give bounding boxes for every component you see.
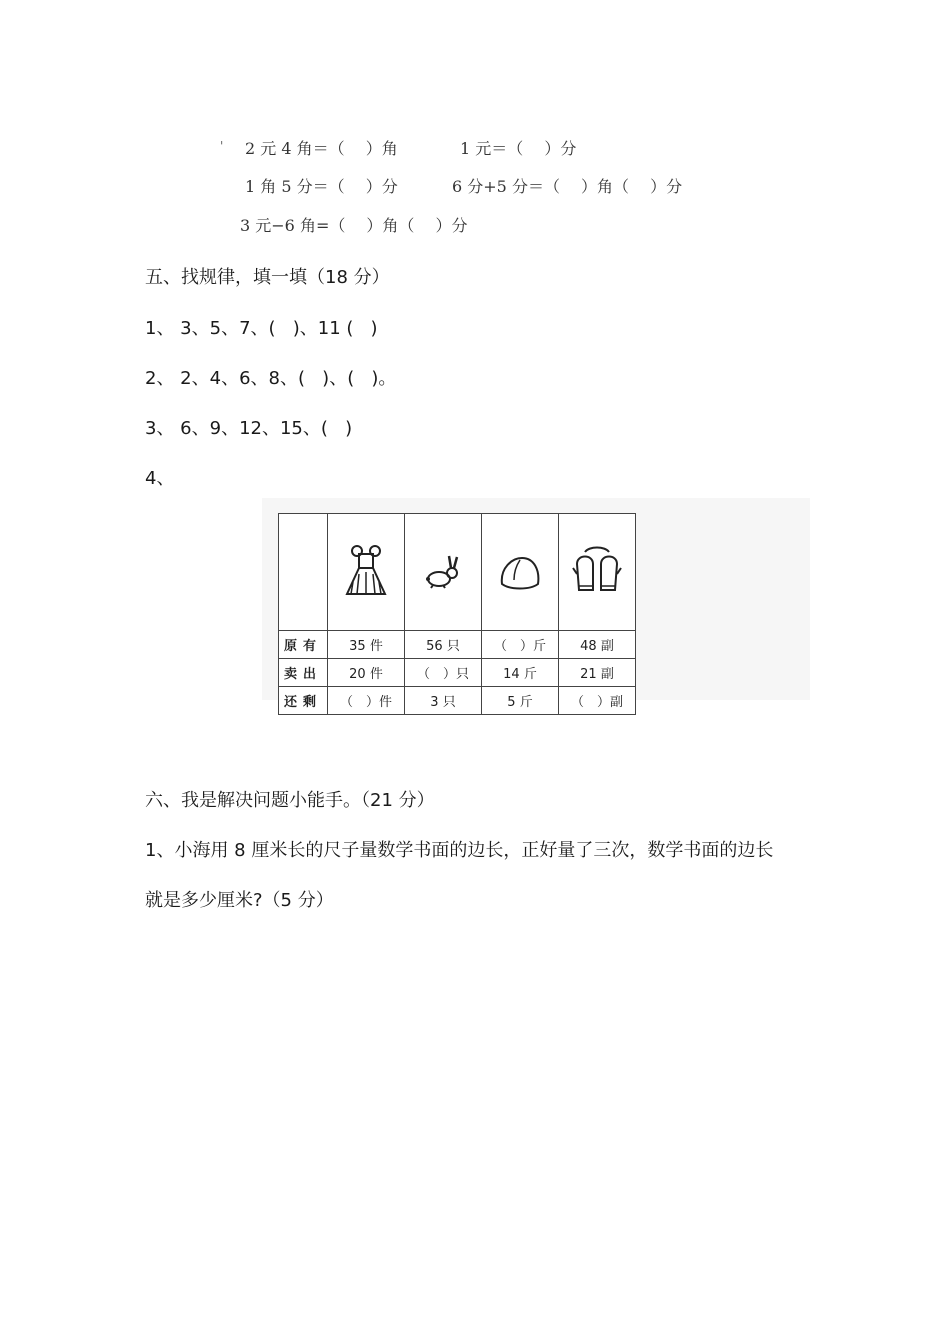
money-question-3: 1 角 5 分＝（ ）分 <box>245 177 398 196</box>
bun-icon <box>496 550 544 594</box>
pattern-question-4: 4、 <box>145 468 175 489</box>
table-cell: （ ）件 <box>328 687 405 715</box>
table-cell: 35 件 <box>328 631 405 659</box>
table-cell: 56 只 <box>405 631 482 659</box>
pattern-question-1: 1、 3、5、7、( )、11 ( ) <box>145 318 378 339</box>
row-label-remaining: 还剩 <box>279 687 328 715</box>
table-cell: 21 副 <box>559 659 636 687</box>
money-question-5: 3 元−6 角=（ ）角（ ）分 <box>240 216 468 235</box>
money-question-1: 2 元 4 角＝（ ）角 <box>245 139 398 158</box>
pattern-question-2: 2、 2、4、6、8、( )、( )。 <box>145 368 397 389</box>
money-question-4: 6 分+5 分＝（ ）角（ ）分 <box>452 177 683 196</box>
table-cell: 3 只 <box>405 687 482 715</box>
goods-table <box>278 513 636 715</box>
table-cell: 20 件 <box>328 659 405 687</box>
word-problem-line-1: 1、小海用 8 厘米长的尺子量数学书面的边长，正好量了三次，数学书面的边长 <box>145 840 774 861</box>
rabbit-icon <box>421 552 465 592</box>
table-cell: （ ）只 <box>405 659 482 687</box>
table-cell: （ ）副 <box>559 687 636 715</box>
section6-title: 六、我是解决问题小能手。（21 分） <box>145 790 435 811</box>
section5-title: 五、找规律，填一填（18 分） <box>145 267 390 288</box>
gloves-icon <box>571 544 623 600</box>
row-label-original: 原有 <box>279 631 328 659</box>
table-cell: 5 斤 <box>482 687 559 715</box>
pattern-question-3: 3、 6、9、12、15、( ) <box>145 418 353 439</box>
table-cell: 48 副 <box>559 631 636 659</box>
table-cell: 14 斤 <box>482 659 559 687</box>
table-cell: （ ）斤 <box>482 631 559 659</box>
scan-mark: ' <box>220 139 224 153</box>
word-problem-line-2: 就是多少厘米?（5 分） <box>145 890 334 911</box>
row-label-sold: 卖出 <box>279 659 328 687</box>
money-question-2: 1 元＝（ ）分 <box>460 139 577 158</box>
dress-icon <box>341 544 391 600</box>
